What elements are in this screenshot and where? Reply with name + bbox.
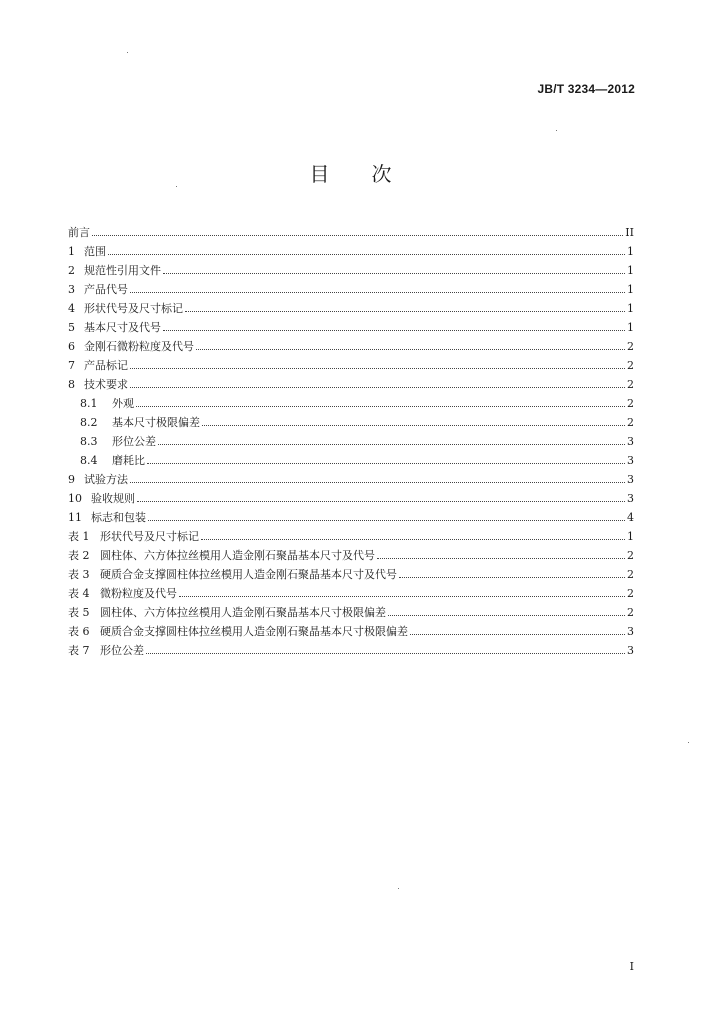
toc-table-number: 表 5 — [68, 606, 90, 619]
toc-row[interactable] — [68, 372, 634, 391]
toc-table-row[interactable] — [68, 562, 634, 581]
toc-table-number: 表 7 — [68, 644, 90, 657]
page-title — [0, 158, 701, 187]
toc-page: 1 — [627, 264, 634, 277]
toc-leader — [158, 443, 625, 445]
toc-table-number: 表 4 — [68, 587, 90, 600]
toc-number: 7 — [68, 359, 75, 372]
toc-page: 4 — [627, 511, 634, 524]
toc-page: 2 — [627, 587, 634, 600]
toc-leader — [202, 424, 625, 426]
toc-number: 3 — [68, 283, 75, 296]
toc-leader — [185, 310, 625, 312]
toc-label: 磨耗比 — [112, 454, 145, 467]
toc-row[interactable] — [68, 258, 634, 277]
toc-leader — [130, 291, 625, 293]
toc-table-row[interactable] — [68, 581, 634, 600]
toc-row[interactable] — [68, 353, 634, 372]
toc-leader — [148, 519, 625, 521]
toc-label: 产品代号 — [84, 283, 128, 296]
toc-leader — [130, 367, 625, 369]
toc-leader — [196, 348, 625, 350]
toc-page: 2 — [627, 568, 634, 581]
toc-number: 1 — [68, 245, 75, 258]
scan-speck — [127, 52, 128, 53]
toc-page: 3 — [627, 644, 634, 657]
toc-label: 硬质合金支撑圆柱体拉丝模用人造金刚石聚晶基本尺寸极限偏差 — [100, 625, 408, 638]
toc-page: 1 — [627, 245, 634, 258]
toc-leader — [108, 253, 625, 255]
toc-number: 8.1 — [80, 397, 98, 410]
toc-number: 8 — [68, 378, 75, 391]
toc-label: 范围 — [84, 245, 106, 258]
toc-row-sub[interactable] — [68, 429, 634, 448]
toc-table-row[interactable] — [68, 638, 634, 657]
toc-page: 1 — [627, 302, 634, 315]
toc-leader — [130, 386, 625, 388]
toc-row[interactable] — [68, 296, 634, 315]
toc-label: 圆柱体、六方体拉丝模用人造金刚石聚晶基本尺寸极限偏差 — [100, 606, 386, 619]
standard-code: JB/T 3234—2012 — [537, 82, 635, 96]
toc-label: 形状代号及尺寸标记 — [100, 530, 199, 543]
scan-speck — [556, 130, 557, 131]
toc-page: 3 — [627, 473, 634, 486]
toc-row-sub[interactable] — [68, 410, 634, 429]
toc-page: 1 — [627, 321, 634, 334]
toc-label: 形位公差 — [100, 644, 144, 657]
toc-row[interactable] — [68, 239, 634, 258]
toc-table-number: 表 2 — [68, 549, 90, 562]
toc-row-sub[interactable] — [68, 448, 634, 467]
title-char-1: 目 — [309, 162, 330, 186]
toc-table-row[interactable] — [68, 524, 634, 543]
toc-page: 3 — [627, 454, 634, 467]
toc-page: 1 — [627, 283, 634, 296]
toc-label: 技术要求 — [84, 378, 128, 391]
toc-label: 前言 — [68, 226, 90, 239]
toc-table-row[interactable] — [68, 600, 634, 619]
toc-row[interactable] — [68, 505, 634, 524]
toc-leader — [399, 576, 625, 578]
toc-table-row[interactable] — [68, 619, 634, 638]
toc-number: 5 — [68, 321, 75, 334]
toc-leader — [137, 500, 625, 502]
toc-row-foreword[interactable] — [68, 220, 634, 239]
toc-page: 2 — [627, 397, 634, 410]
toc-label: 规范性引用文件 — [84, 264, 161, 277]
toc-leader — [136, 405, 625, 407]
toc-label: 外观 — [112, 397, 134, 410]
toc-table-number: 表 6 — [68, 625, 90, 638]
toc-row[interactable] — [68, 486, 634, 505]
toc-leader — [163, 329, 625, 331]
toc-number: 2 — [68, 264, 75, 277]
toc-page: 3 — [627, 492, 634, 505]
scan-speck — [176, 186, 177, 187]
toc-label: 金刚石微粉粒度及代号 — [84, 340, 194, 353]
toc-number: 9 — [68, 473, 75, 486]
toc-page: 2 — [627, 340, 634, 353]
toc-leader — [146, 652, 625, 654]
toc-number: 4 — [68, 302, 75, 315]
toc-label: 标志和包装 — [91, 511, 146, 524]
toc-leader — [179, 595, 625, 597]
toc-label: 形位公差 — [112, 435, 156, 448]
toc-page: II — [625, 226, 634, 239]
toc-label: 圆柱体、六方体拉丝模用人造金刚石聚晶基本尺寸及代号 — [100, 549, 375, 562]
toc-number: 8.2 — [80, 416, 98, 429]
toc-leader — [388, 614, 625, 616]
toc-number: 8.4 — [80, 454, 98, 467]
toc-number: 11 — [68, 511, 82, 524]
toc-table-number: 表 1 — [68, 530, 90, 543]
toc-page: 2 — [627, 359, 634, 372]
toc-label: 试验方法 — [84, 473, 128, 486]
toc-label: 基本尺寸及代号 — [84, 321, 161, 334]
scan-speck — [398, 888, 399, 889]
toc-leader — [410, 633, 625, 635]
toc-row-sub[interactable] — [68, 391, 634, 410]
toc-table-number: 表 3 — [68, 568, 90, 581]
toc-leader — [201, 538, 625, 540]
toc-label: 微粉粒度及代号 — [100, 587, 177, 600]
toc-leader — [130, 481, 625, 483]
toc-number: 6 — [68, 340, 75, 353]
toc-label: 硬质合金支撑圆柱体拉丝模用人造金刚石聚晶基本尺寸及代号 — [100, 568, 397, 581]
toc-table-row[interactable] — [68, 543, 634, 562]
toc-row[interactable] — [68, 277, 634, 296]
scan-speck — [688, 742, 689, 743]
toc-label: 验收规则 — [91, 492, 135, 505]
toc-leader — [147, 462, 625, 464]
toc-page: 2 — [627, 606, 634, 619]
toc-leader — [92, 234, 623, 236]
toc-leader — [377, 557, 625, 559]
table-of-contents — [68, 220, 634, 657]
toc-row[interactable] — [68, 315, 634, 334]
toc-number: 8.3 — [80, 435, 98, 448]
toc-page: 3 — [627, 435, 634, 448]
toc-page: 2 — [627, 416, 634, 429]
toc-row[interactable] — [68, 334, 634, 353]
toc-page: 2 — [627, 378, 634, 391]
toc-leader — [163, 272, 625, 274]
footer-page-number: I — [629, 960, 634, 973]
toc-label: 基本尺寸极限偏差 — [112, 416, 200, 429]
toc-page: 2 — [627, 549, 634, 562]
toc-number: 10 — [68, 492, 82, 505]
toc-page: 3 — [627, 625, 634, 638]
toc-label: 产品标记 — [84, 359, 128, 372]
toc-label: 形状代号及尺寸标记 — [84, 302, 183, 315]
toc-row[interactable] — [68, 467, 634, 486]
toc-page: 1 — [627, 530, 634, 543]
title-char-2: 次 — [371, 162, 392, 186]
